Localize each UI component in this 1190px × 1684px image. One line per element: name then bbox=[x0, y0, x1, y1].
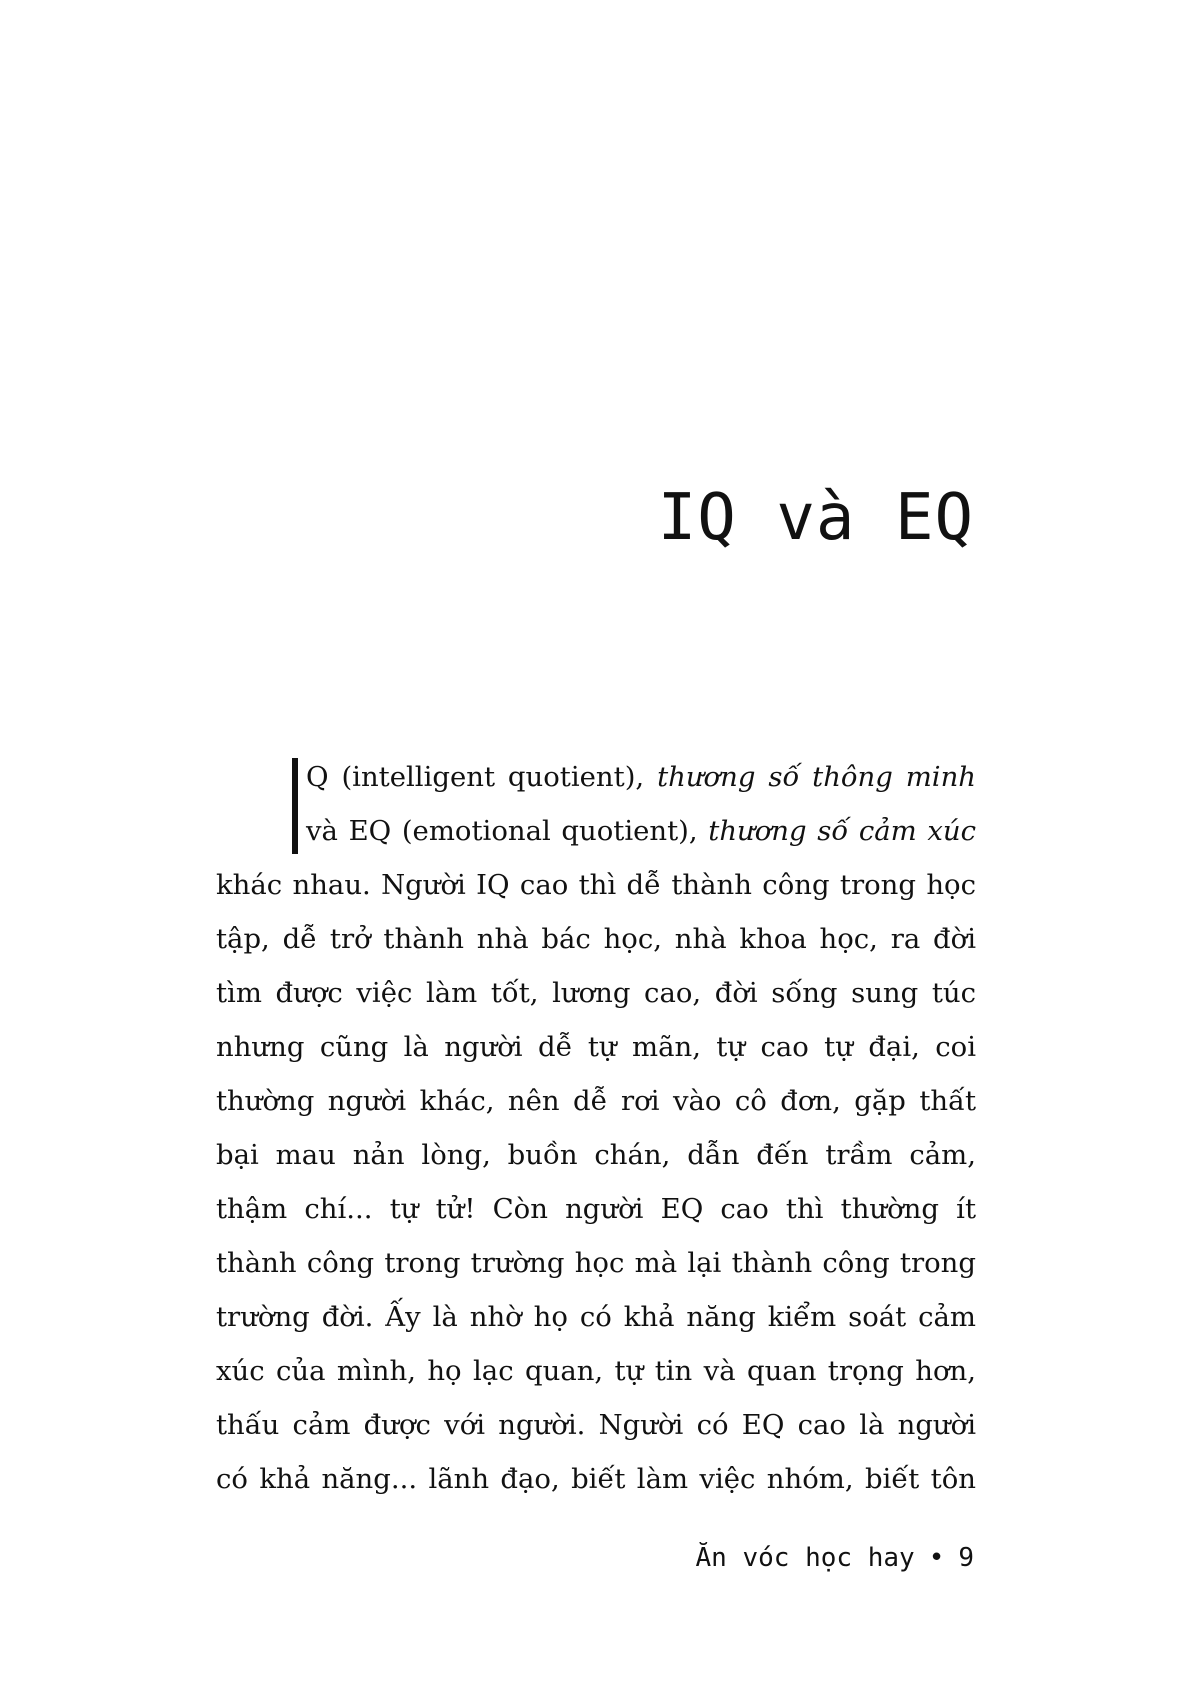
body-line-9: thậm chí... tự tử! Còn người EQ cao thì thường ít bbox=[216, 1193, 976, 1225]
body-line-7: thường người khác, nên dễ rơi vào cô đơn, gặp thất bbox=[216, 1085, 976, 1117]
body-line-1 bbox=[216, 750, 976, 804]
body-line-2-text: và EQ (emotional quotient), bbox=[306, 815, 709, 847]
body-line-10: thành công trong trường học mà lại thành công trong bbox=[216, 1247, 976, 1279]
body-line-3: khác nhau. Người IQ cao thì dễ thành công trong học bbox=[216, 869, 976, 901]
body-line-13: thấu cảm được với người. Người có EQ cao là người bbox=[216, 1409, 976, 1441]
drop-cap-i bbox=[292, 758, 298, 854]
chapter-title: IQ và EQ bbox=[657, 481, 974, 555]
body-line-2 bbox=[216, 804, 976, 858]
running-footer bbox=[696, 1538, 974, 1578]
body-line-1-italic: thương số thông minh bbox=[657, 761, 976, 793]
body-line-2-italic: thương số cảm xúc bbox=[708, 815, 976, 847]
footer-separator: • bbox=[928, 1543, 945, 1573]
body-line-8: bại mau nản lòng, buồn chán, dẫn đến trầm cảm, bbox=[216, 1139, 976, 1171]
body-line-5: tìm được việc làm tốt, lương cao, đời sống sung túc bbox=[216, 977, 976, 1009]
body-line-6: nhưng cũng là người dễ tự mãn, tự cao tự đại, coi bbox=[216, 1031, 976, 1063]
body-line-11: trường đời. Ấy là nhờ họ có khả năng kiểm soát cảm bbox=[216, 1301, 976, 1333]
body-line-12: xúc của mình, họ lạc quan, tự tin và quan trọng hơn, bbox=[216, 1355, 976, 1387]
body-line-1-text: Q (intelligent quotient), bbox=[306, 761, 658, 793]
page-number: 9 bbox=[958, 1543, 974, 1573]
body-line-14: có khả năng... lãnh đạo, biết làm việc nhóm, biết tôn bbox=[216, 1463, 976, 1495]
footer-book-title: Ăn vóc học hay bbox=[695, 1543, 915, 1573]
body-paragraph bbox=[216, 750, 976, 1506]
body-line-4: tập, dễ trở thành nhà bác học, nhà khoa học, ra đời bbox=[216, 923, 976, 955]
